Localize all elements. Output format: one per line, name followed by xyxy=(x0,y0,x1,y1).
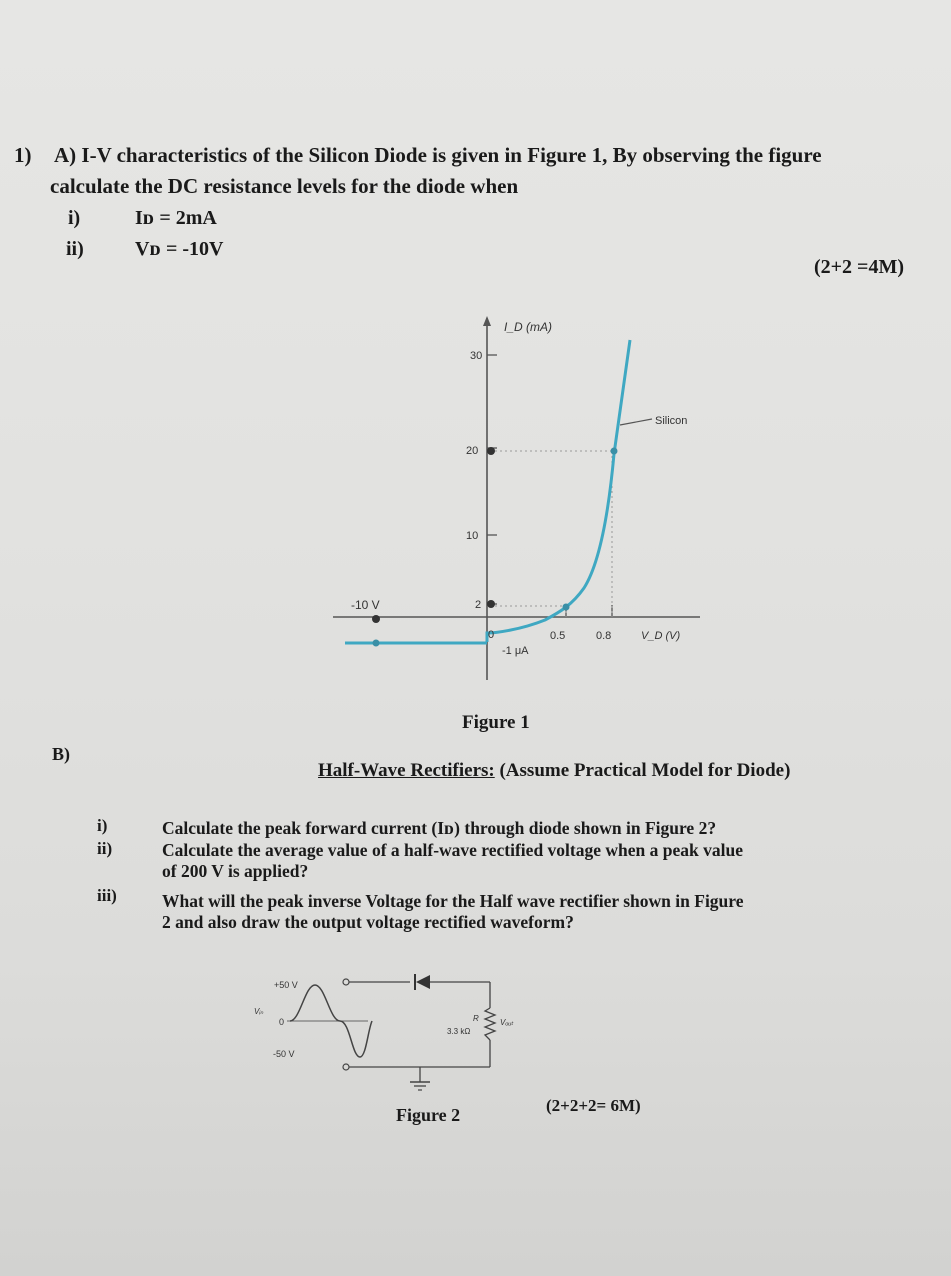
origin-label: 0 xyxy=(488,629,495,641)
y-tick-label-10: 10 xyxy=(466,530,479,542)
part-b-title-rest: (Assume Practical Model for Diode) xyxy=(494,760,791,781)
y-axis-label: I_D (mA) xyxy=(504,320,552,334)
sub-question-ii-text: Vᴅ = -10V xyxy=(135,238,224,260)
item-iii-number: iii) xyxy=(97,886,117,905)
reverse-current-label: -1 μA xyxy=(502,645,529,657)
figure-1-caption: Figure 1 xyxy=(462,712,530,733)
vout-label: Vₒᵤₜ xyxy=(500,1018,514,1027)
marks-part-b: (2+2+2= 6M) xyxy=(546,1096,641,1115)
input-terminal-bottom xyxy=(343,1064,349,1070)
item-i-text: Calculate the peak forward current (Iᴅ) through diode shown in Figure 2? xyxy=(162,818,717,838)
sub-question-i-number: i) xyxy=(68,207,81,229)
part-b-title-underlined: Half-Wave Rectifiers: xyxy=(318,760,495,781)
y-tick-label-2: 2 xyxy=(475,599,482,611)
neg-voltage-label: -10 V xyxy=(351,598,380,612)
diode-symbol xyxy=(416,975,430,989)
x-tick-label-0.8: 0.8 xyxy=(596,630,612,642)
item-i-number: i) xyxy=(97,816,108,835)
v-zero-label: 0 xyxy=(279,1017,285,1027)
resistor-label: R xyxy=(473,1014,479,1023)
part-b-label: B) xyxy=(52,744,70,764)
resistor-symbol xyxy=(485,1008,495,1040)
y-tick-label-30: 30 xyxy=(470,350,483,362)
figure-2-caption: Figure 2 xyxy=(396,1105,461,1125)
sub-question-i-text: Iᴅ = 2mA xyxy=(135,207,217,229)
item-iii-text-line-1: What will the peak inverse Voltage for the Half wave rectifier shown in Figure xyxy=(162,891,744,911)
x-tick-label-0.5: 0.5 xyxy=(550,630,566,642)
v-pos-label: +50 V xyxy=(274,980,298,990)
resistor-value: 3.3 kΩ xyxy=(447,1027,471,1036)
y-tick-label-20: 20 xyxy=(466,445,479,457)
item-ii-text-line-1: Calculate the average value of a half-wave rectified voltage when a peak value xyxy=(162,840,743,860)
question-text-line-2: calculate the DC resistance levels for the diode when xyxy=(50,174,519,198)
item-ii-text-line-2: of 200 V is applied? xyxy=(162,861,309,881)
v-neg-label: -50 V xyxy=(273,1049,295,1059)
question-number: 1) xyxy=(14,143,32,167)
sub-question-ii-number: ii) xyxy=(66,238,84,260)
marks-part-a: (2+2 =4M) xyxy=(814,256,904,278)
vin-label: Vᵢₙ xyxy=(254,1007,264,1016)
item-iii-text-line-2: 2 and also draw the output voltage rectified waveform? xyxy=(162,912,574,932)
input-terminal-top xyxy=(343,979,349,985)
item-ii-number: ii) xyxy=(97,839,113,858)
x-axis-label: V_D (V) xyxy=(641,630,681,642)
legend-silicon: Silicon xyxy=(655,415,688,427)
question-text-line-1: A) I-V characteristics of the Silicon Diode is given in Figure 1, By observing the figure xyxy=(54,143,822,167)
